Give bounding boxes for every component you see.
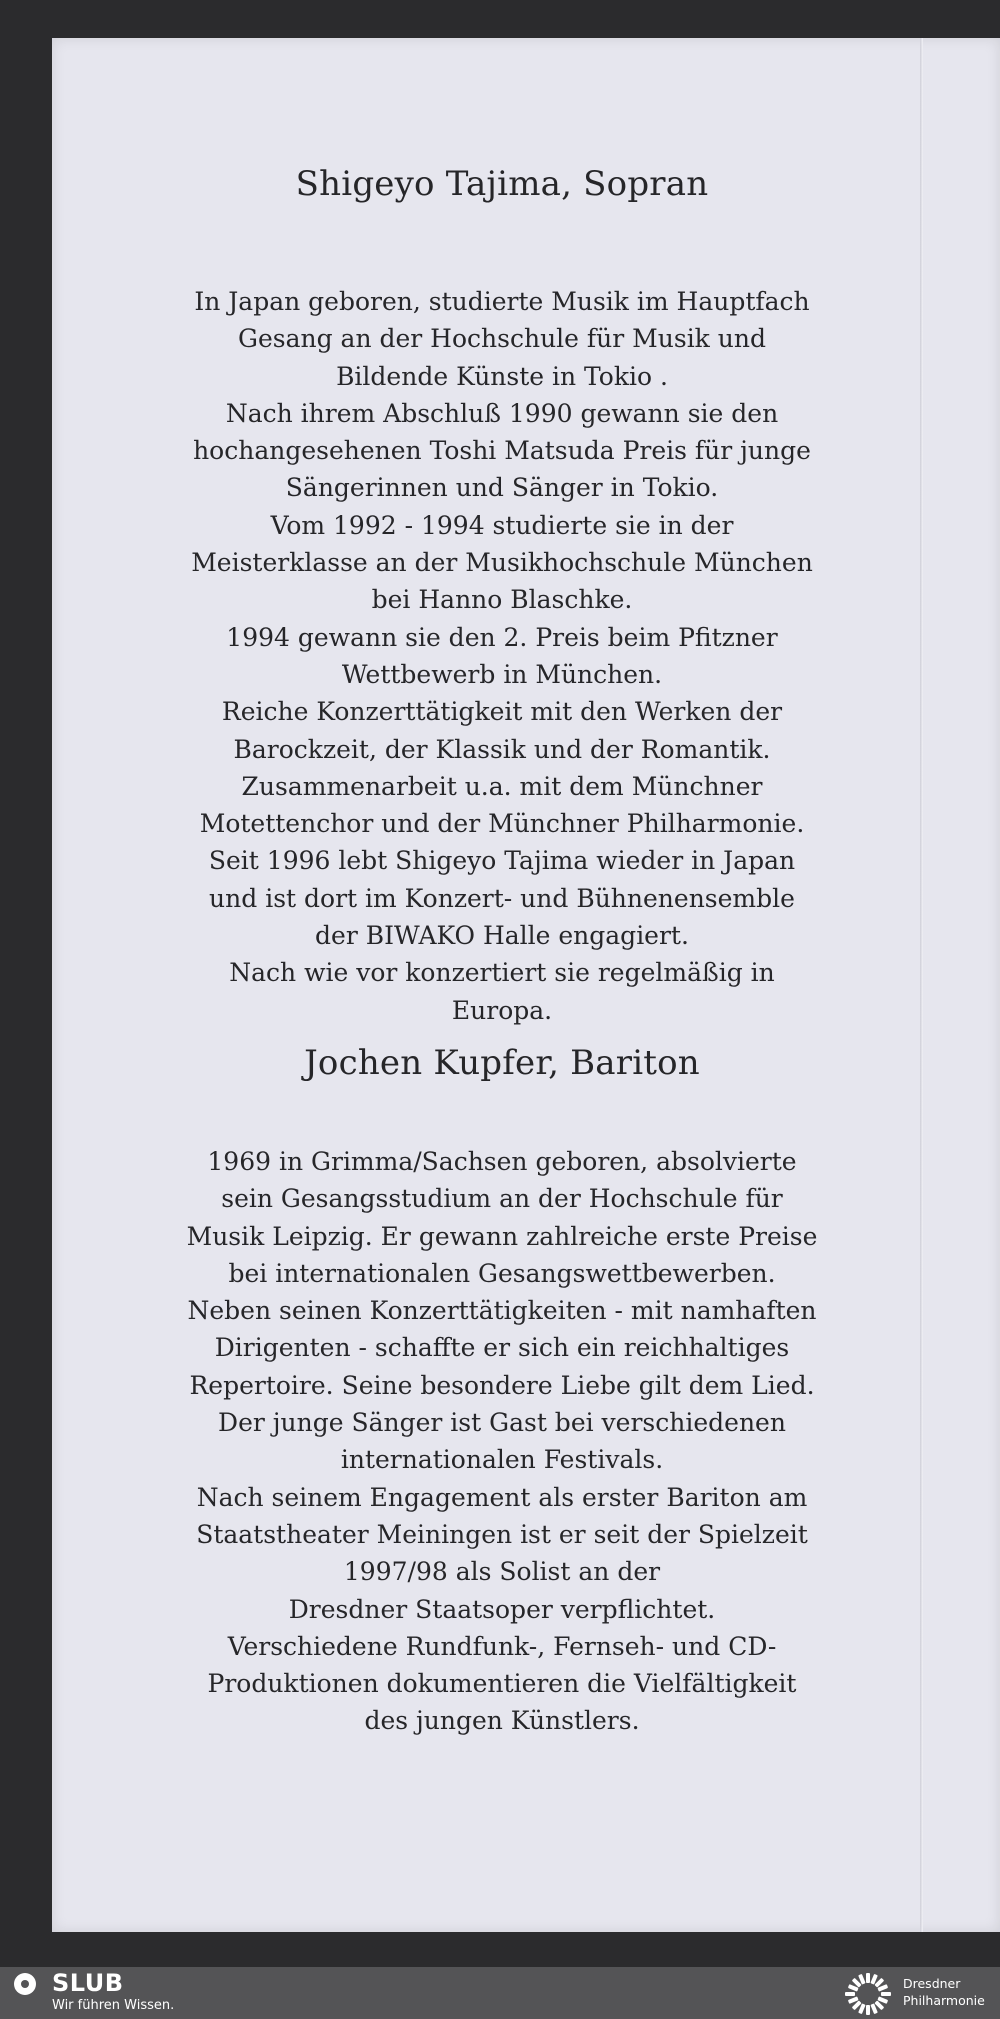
- library-claim: Wir führen Wissen.: [52, 1998, 175, 2013]
- bio-line: 1994 gewann sie den 2. Preis beim Pfitzner: [226, 622, 778, 652]
- bio-line: sein Gesangsstudium an der Hochschule für: [221, 1184, 783, 1214]
- bio-line: Musik Leipzig. Er gewann zahlreiche erste Preise: [186, 1221, 818, 1251]
- bio-line: Seit 1996 lebt Shigeyo Tajima wieder in Japan: [208, 846, 796, 876]
- bio-line: Meisterklasse an der Musikhochschule München: [191, 548, 813, 578]
- philharmonie-logo-icon: [843, 1971, 893, 2017]
- bio-line: hochangesehenen Toshi Matsuda Preis für junge: [193, 436, 811, 466]
- bio-line: Neben seinen Konzerttätigkeiten - mit namhaften: [187, 1296, 817, 1326]
- bio-line: Nach ihrem Abschluß 1990 gewann sie den: [225, 398, 779, 428]
- bio-line: Dirigenten - schaffte er sich ein reichhaltiges: [214, 1333, 790, 1363]
- bio-line: Nach wie vor konzertiert sie regelmäßig in: [229, 958, 775, 988]
- bio-line: Nach seinem Engagement als erster Bariton am: [196, 1482, 808, 1512]
- partner-name-line2: Philharmonie: [903, 1993, 985, 2008]
- bio-line: Dresdner Staatsoper verpflichtet.: [288, 1594, 716, 1624]
- section-heading-soprano: Shigeyo Tajima, Sopran: [295, 164, 709, 204]
- bio-line: Repertoire. Seine besondere Liebe gilt dem Lied.: [189, 1370, 815, 1400]
- bio-line: Gesang an der Hochschule für Musik und: [237, 324, 766, 354]
- bio-line: 1997/98 als Solist an der: [343, 1557, 661, 1587]
- bio-line: und ist dort im Konzert- und Bühnenensemble: [209, 883, 795, 913]
- bio-line: Europa.: [451, 995, 553, 1025]
- bio-line: Reiche Konzerttätigkeit mit den Werken der: [221, 697, 783, 727]
- bio-line: Bildende Künste in Tokio .: [336, 361, 668, 391]
- bio-line: Der junge Sänger ist Gast bei verschiedenen: [218, 1408, 786, 1438]
- bio-line: 1969 in Grimma/Sachsen geboren, absolvierte: [207, 1147, 797, 1176]
- bio-line: Verschiedene Rundfunk-, Fernseh- und CD-: [227, 1631, 777, 1661]
- biography-soprano: [92, 283, 912, 1029]
- bio-line: des jungen Künstlers.: [364, 1706, 640, 1736]
- bio-line: Staatstheater Meiningen ist er seit der Spielzeit: [196, 1519, 808, 1549]
- partner-name: [903, 1975, 985, 2009]
- bio-line: Wettbewerb in München.: [341, 659, 663, 689]
- bio-line: internationalen Festivals.: [340, 1445, 664, 1475]
- page-fold-line: [920, 38, 923, 1932]
- partner-name-line1: Dresdner: [903, 1976, 961, 1991]
- library-name: SLUB: [52, 1969, 124, 1997]
- bio-line: der BIWAKO Halle engagiert.: [315, 921, 689, 951]
- viewer-footer: [0, 1967, 1000, 2019]
- bio-line: Zusammenarbeit u.a. mit dem Münchner: [241, 771, 763, 801]
- bio-line: Barockzeit, der Klassik und der Romantik.: [233, 734, 771, 764]
- bio-line: Motettenchor und der Münchner Philharmonie.: [199, 809, 805, 839]
- section-heading-baritone: Jochen Kupfer, Bariton: [304, 1043, 700, 1083]
- biography-baritone: [92, 1143, 912, 1740]
- bio-line: Produktionen dokumentieren die Vielfältigkeit: [207, 1669, 797, 1699]
- bio-line: bei Hanno Blaschke.: [371, 585, 633, 615]
- slub-logo-icon: [14, 1973, 36, 1995]
- document-page: [52, 38, 1000, 1932]
- bio-line: Vom 1992 - 1994 studierte sie in der: [270, 510, 734, 540]
- bio-line: In Japan geboren, studierte Musik im Hauptfach: [194, 287, 810, 316]
- bio-line: bei internationalen Gesangswettbewerben.: [228, 1258, 776, 1288]
- bio-line: Sängerinnen und Sänger in Tokio.: [285, 473, 719, 503]
